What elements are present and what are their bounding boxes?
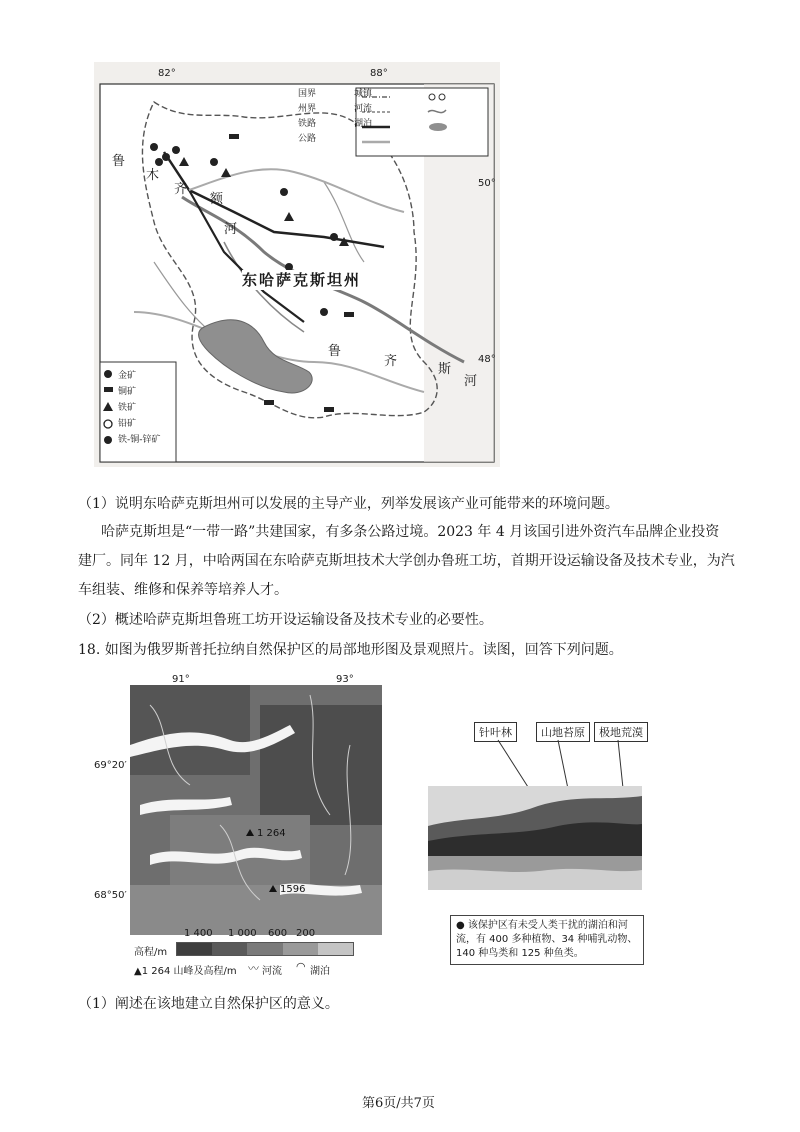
elev-legend-title: 高程/m bbox=[134, 947, 168, 958]
river-legend-icon: 〰 bbox=[248, 962, 259, 975]
lat-label-48: 48° bbox=[478, 354, 496, 365]
kazakhstan-map bbox=[94, 62, 500, 467]
legend-lead-mine: 铅矿 bbox=[118, 419, 137, 429]
legend-railway: 铁路 bbox=[298, 119, 317, 129]
photo-caption bbox=[450, 915, 644, 965]
lat-label-50: 50° bbox=[478, 178, 496, 189]
tag-polar-desert: 极地荒漠 bbox=[594, 722, 648, 742]
legend-lake: 湖泊 bbox=[354, 119, 373, 129]
tag-mountain-tundra: 山地苔原 bbox=[536, 722, 590, 742]
question-17-1: （1）说明东哈萨克斯坦州可以发展的主导产业，列举发展该产业可能带来的环境问题。 bbox=[78, 496, 619, 512]
legend-iron-mine: 铁矿 bbox=[118, 403, 137, 413]
elev-tick: 1 000 bbox=[228, 928, 257, 939]
legend-river: 河流 bbox=[354, 104, 373, 114]
landscape-photo-svg bbox=[428, 786, 642, 890]
page-footer: 第6页/共7页 bbox=[362, 1096, 435, 1111]
elev-tick: 200 bbox=[296, 928, 316, 939]
paragraph-line-2: 建厂。同年 12 月，中哈两国在东哈萨克斯坦技术大学创办鲁班工坊，首期开设运输设备及技术专业，为汽 bbox=[78, 553, 735, 569]
lon-label-91: 91° bbox=[172, 674, 190, 685]
elev-tick: 1 400 bbox=[184, 928, 213, 939]
peak-legend: ▲1 264 山峰及高程/m bbox=[134, 966, 237, 977]
place-label: 齐 bbox=[174, 182, 188, 197]
terrain-map bbox=[130, 685, 382, 935]
legend-road: 公路 bbox=[298, 134, 317, 144]
legend-town: 城镇 bbox=[354, 89, 373, 99]
question-17-2: （2）概述哈萨克斯坦鲁班工坊开设运输设备及技术专业的必要性。 bbox=[78, 612, 493, 628]
state-name-label: 东哈萨克斯坦州 bbox=[242, 271, 362, 289]
place-label: 鲁 bbox=[112, 154, 126, 169]
legend-gold-mine: 金矿 bbox=[118, 371, 137, 381]
caption-icon: ● bbox=[456, 920, 465, 931]
lake-legend-icon: ◠ bbox=[296, 960, 306, 973]
lon-label-88: 88° bbox=[370, 68, 388, 79]
paragraph-line-3: 车组装、维修和保养等培养人才。 bbox=[78, 582, 288, 598]
legend-national-border: 国界 bbox=[298, 89, 317, 99]
kazakhstan-map-svg bbox=[94, 62, 500, 467]
lake-legend: 湖泊 bbox=[310, 966, 330, 977]
place-label: 齐 bbox=[384, 354, 398, 369]
place-label: 河 bbox=[224, 222, 238, 237]
legend-copper-mine: 铜矿 bbox=[118, 387, 137, 397]
lat-label-68-50: 68°50′ bbox=[94, 890, 127, 901]
question-18: 18. 如图为俄罗斯普托拉纳自然保护区的局部地形图及景观照片。读图，回答下列问题。 bbox=[78, 642, 623, 658]
elev-gradient-bar bbox=[176, 942, 354, 956]
lon-label-82: 82° bbox=[158, 68, 176, 79]
peak-label-1264: 1 264 bbox=[257, 828, 286, 839]
place-label: 斯 bbox=[438, 362, 452, 377]
question-18-1: （1）阐述在该地建立自然保护区的意义。 bbox=[78, 996, 339, 1012]
caption-text: 该保护区有未受人类干扰的湖泊和河流，有 400 多种植物、34 种哺乳动物、140 种鸟类和 125 种鱼类。 bbox=[456, 920, 638, 959]
peak-label-1596: 1596 bbox=[280, 884, 306, 895]
lat-label-69-20: 69°20′ bbox=[94, 760, 127, 771]
landscape-photo bbox=[428, 786, 642, 890]
lon-label-93: 93° bbox=[336, 674, 354, 685]
river-legend: 河流 bbox=[262, 966, 282, 977]
place-label: 额 bbox=[210, 192, 224, 207]
legend-iron-copper-zinc-mine: 铁-铜-锌矿 bbox=[118, 435, 161, 445]
paragraph-line-1: 哈萨克斯坦是“一带一路”共建国家，有多条公路过境。2023 年 4 月该国引进外资汽车品牌企业投资 bbox=[101, 524, 720, 540]
tag-coniferous-forest: 针叶林 bbox=[474, 722, 517, 742]
terrain-map-svg bbox=[130, 685, 382, 935]
place-label: 鲁 bbox=[328, 344, 342, 359]
elev-tick: 600 bbox=[268, 928, 288, 939]
place-label: 河 bbox=[464, 374, 478, 389]
place-label: 木 bbox=[146, 168, 160, 183]
legend-state-border: 州界 bbox=[298, 104, 317, 114]
